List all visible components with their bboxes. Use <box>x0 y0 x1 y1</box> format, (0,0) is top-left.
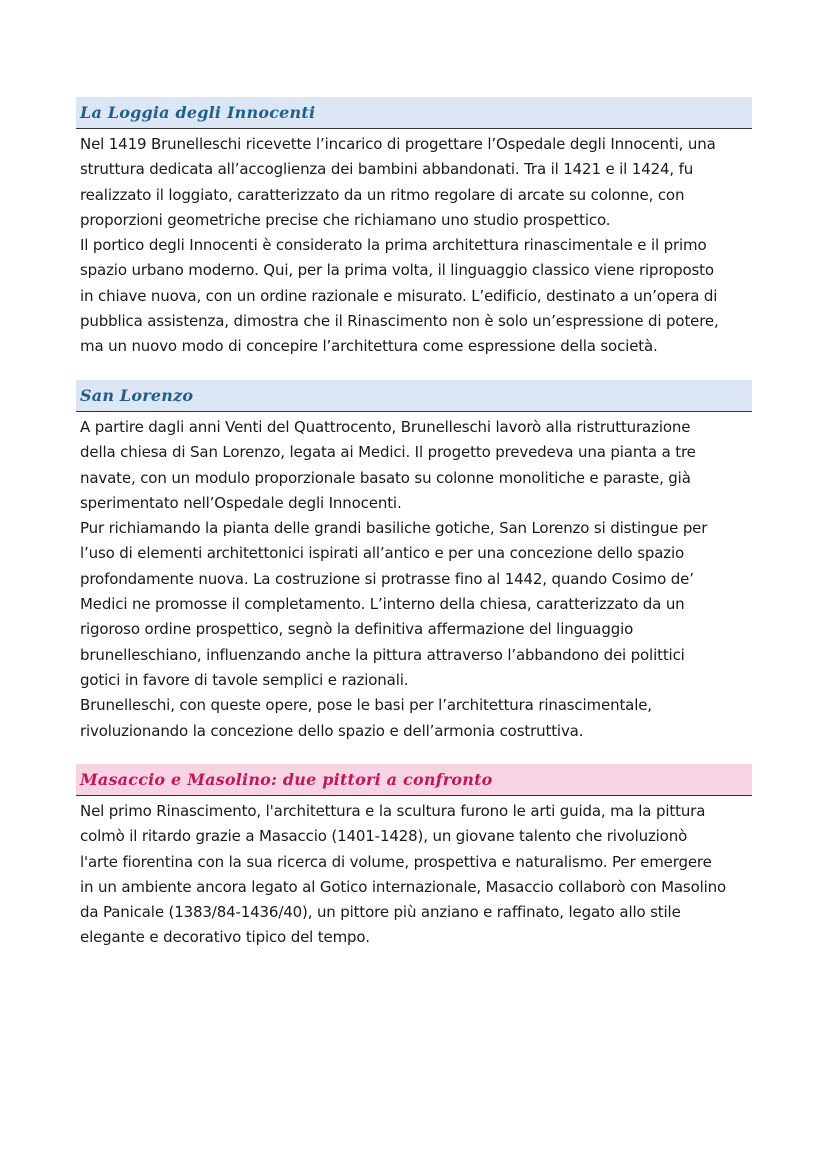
text-line: della chiesa di San Lorenzo, legata ai Medici. Il progetto prevedeva una pianta a tre <box>80 443 696 462</box>
text-line: l'arte fiorentina con la sua ricerca di volume, prospettiva e naturalismo. Per emergere <box>80 852 712 871</box>
section-body <box>76 129 752 360</box>
text-line: Medici ne promosse il completamento. L’interno della chiesa, caratterizzato da un <box>80 595 685 614</box>
text-line: in un ambiente ancora legato al Gotico internazionale, Masaccio collaborò con Masolino <box>80 877 727 896</box>
text-line: brunelleschiano, influenzando anche la pittura attraverso l’abbandono dei polittici <box>80 645 685 664</box>
text-line: ma un nuovo modo di concepire l’architettura come espressione della società. <box>80 337 658 356</box>
text-line: navate, con un modulo proporzionale basato su colonne monolitiche e paraste, già <box>80 468 691 487</box>
section-title: San Lorenzo <box>80 386 194 405</box>
text-line: profondamente nuova. La costruzione si protrasse fino al 1442, quando Cosimo de’ <box>80 569 694 588</box>
text-line: realizzato il loggiato, caratterizzato da un ritmo regolare di arcate su colonne, con <box>80 185 685 204</box>
text-line: struttura dedicata all’accoglienza dei bambini abbandonati. Tra il 1421 e il 1424, fu <box>80 160 694 179</box>
text-line: rivoluzionando la concezione dello spazio e dell’armonia costruttiva. <box>80 721 584 740</box>
text-line: da Panicale (1383/84-1436/40), un pittore più anziano e raffinato, legato allo stile <box>80 903 681 922</box>
section-header <box>76 764 752 796</box>
text-line: elegante e decorativo tipico del tempo. <box>80 928 370 947</box>
text-line: Brunelleschi, con queste opere, pose le basi per l’architettura rinascimentale, <box>80 696 652 715</box>
text-line: Il portico degli Innocenti è considerato la prima architettura rinascimentale e il primo <box>80 236 707 255</box>
text-line: Pur richiamando la pianta delle grandi basiliche gotiche, San Lorenzo si distingue per <box>80 519 708 538</box>
text-line: rigoroso ordine prospettico, segnò la definitiva affermazione del linguaggio <box>80 620 634 639</box>
section-title: La Loggia degli Innocenti <box>80 103 316 122</box>
section-san-lorenzo <box>76 380 752 744</box>
section-header <box>76 380 752 412</box>
section-masaccio-masolino <box>76 764 752 951</box>
text-line: proporzioni geometriche precise che richiamano uno studio prospettico. <box>80 210 611 229</box>
text-line: sperimentato nell’Ospedale degli Innocenti. <box>80 493 402 512</box>
section-body <box>76 412 752 744</box>
text-line: l’uso di elementi architettonici ispirati all’antico e per una concezione dello spazio <box>80 544 685 563</box>
section-header <box>76 97 752 129</box>
text-line: in chiave nuova, con un ordine razionale e misurato. L’edificio, destinato a un’opera di <box>80 286 718 305</box>
text-line: pubblica assistenza, dimostra che il Rinascimento non è solo un’espressione di potere, <box>80 312 719 331</box>
section-title: Masaccio e Masolino: due pittori a confronto <box>80 770 493 789</box>
text-line: A partire dagli anni Venti del Quattrocento, Brunelleschi lavorò alla ristrutturazione <box>80 418 691 436</box>
section-body <box>76 796 752 951</box>
section-loggia-innocenti <box>76 97 752 360</box>
text-line: gotici in favore di tavole semplici e razionali. <box>80 670 409 689</box>
text-line: Nel 1419 Brunelleschi ricevette l’incarico di progettare l’Ospedale degli Innocenti, una <box>80 135 716 153</box>
text-line: Nel primo Rinascimento, l'architettura e la scultura furono le arti guida, ma la pittura <box>80 802 706 820</box>
text-line: spazio urbano moderno. Qui, per la prima volta, il linguaggio classico viene riproposto <box>80 261 714 280</box>
text-line: colmò il ritardo grazie a Masaccio (1401-1428), un giovane talento che rivoluzionò <box>80 827 688 846</box>
